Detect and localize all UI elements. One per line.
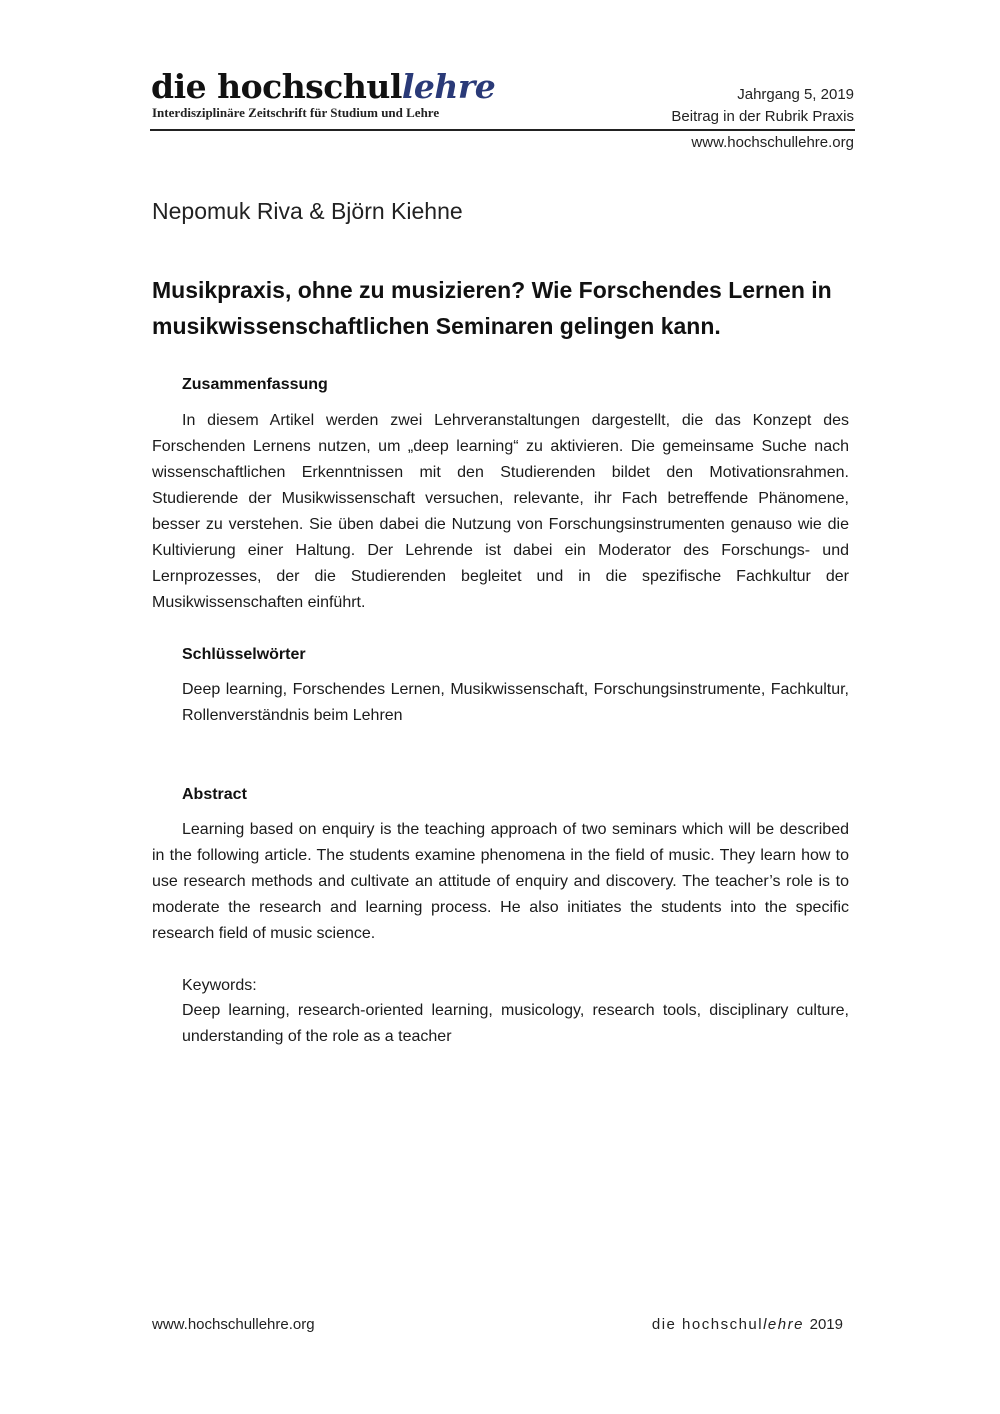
keywords-heading: Keywords: <box>182 977 257 994</box>
logo-accent-text: lehre <box>401 67 496 106</box>
footer-year: 2019 <box>809 1316 843 1333</box>
zusammenfassung-heading: Zusammenfassung <box>182 376 328 393</box>
schluesselwoerter-text: Deep learning, Forschendes Lernen, Musikwissenschaft, Forschungsinstrumente, Fachkultur, Rollenverständnis beim Lehren <box>182 681 849 724</box>
footer-website-link[interactable]: www.hochschullehre.org <box>152 1316 315 1333</box>
header-divider <box>150 129 855 131</box>
journal-logo <box>151 67 496 106</box>
section-label: Beitrag in der Rubrik Praxis <box>671 108 854 125</box>
zusammenfassung-text <box>152 408 849 616</box>
abstract-body: Learning based on enquiry is the teaching approach of two seminars which will be described in the following article. The students examine phenomena in the field of music. They learn how to use research methods and cultivate an attitude of enquiry and discovery. The teacher’s role is to moderate the research and learning process. He also initiates the students into the specific research field of music science. <box>152 821 849 942</box>
zusammenfassung-body: In diesem Artikel werden zwei Lehrveranstaltungen dargestellt, die das Konzept des Forschenden Lernens nutzen, um „deep learning“ zu aktivieren. Die gemeinsame Suche nach wissenschaftlichen Erkenntnissen mit den Studierenden bildet den Motivationsrahmen. Studierende der Musikwissenschaft versuchen, relevante, ihr Fach betreffende Phänomene, besser zu verstehen. Sie üben dabei die Nutzung von Forschungsinstrumenten genauso wie die Kultivierung einer Haltung. Der Lehrende ist dabei ein Moderator des Forschungs- und Lernprozesses, der die Studierenden begleitet und in die spezifische Fachkultur der Musikwissenschaften einführt. <box>152 412 849 611</box>
journal-subtitle: Interdisziplinäre Zeitschrift für Studium und Lehre <box>152 105 440 120</box>
footer-journal-accent: lehre <box>763 1316 804 1333</box>
abstract-text <box>152 817 849 947</box>
keywords-text: Deep learning, research-oriented learning, musicology, research tools, disciplinary culture, understanding of the role as a teacher <box>182 1002 849 1045</box>
logo-main-text: die hochschul <box>151 67 402 106</box>
footer-journal-label <box>652 1316 843 1333</box>
schluesselwoerter-heading: Schlüsselwörter <box>182 646 306 663</box>
article-title: Musikpraxis, ohne zu musizieren? Wie Forschendes Lernen in musikwissenschaftlichen Seminaren gelingen kann. <box>152 277 832 339</box>
footer-journal-main: die hochschul <box>651 1316 764 1333</box>
article-authors: Nepomuk Riva & Björn Kiehne <box>152 198 463 224</box>
abstract-heading: Abstract <box>182 786 247 803</box>
header-website-link[interactable]: www.hochschullehre.org <box>691 134 854 151</box>
volume-label: Jahrgang 5, 2019 <box>737 86 854 103</box>
